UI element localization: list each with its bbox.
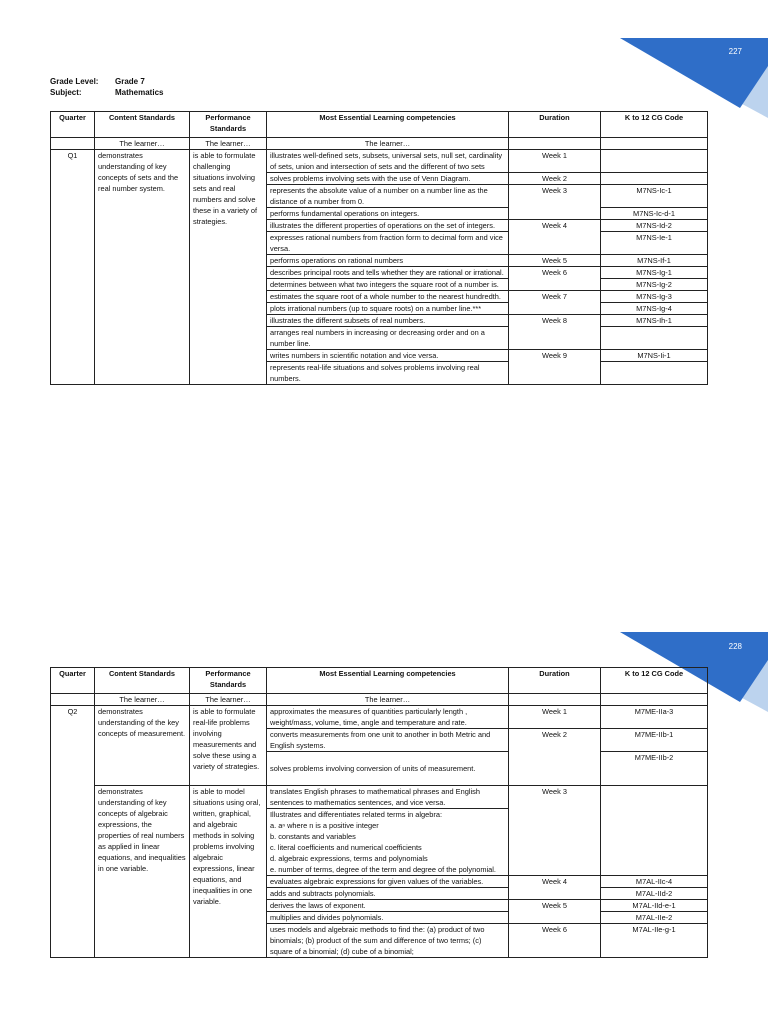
content-standards-title: Content Standards [108,113,176,122]
code-cell: M7AL-IIe-g-1 [601,924,708,958]
quarter-cell: Q1 [51,150,95,385]
duration-cell: Week 7 [509,291,601,315]
performance-standards-header [190,112,267,138]
duration-cell: Week 4 [509,220,601,255]
code-cell: M7NS-If-1 [601,255,708,267]
duration-cell: Week 8 [509,315,601,350]
duration-cell: Week 6 [509,924,601,958]
competency-cell: represents the absolute value of a number on a number line as the distance of a number from 0. [267,185,509,208]
performance-standard-cell: is able to formulate real-life problems involving measurements and solve these using a variety of strategies. [190,706,267,786]
duration-header: Duration [509,112,601,138]
competency-line: c. literal coefficients and numerical coefficients [270,843,422,852]
mel-header: Most Essential Learning competencies [267,112,509,138]
competency-cell: adds and subtracts polynomials. [267,888,509,900]
code-cell: M7AL-IId-2 [601,888,708,900]
content-standard-cell: demonstrates understanding of the key concepts of measurement. [95,706,190,786]
code-cell: M7AL-IIe-2 [601,912,708,924]
code-cell: M7AL-IIc-4 [601,876,708,888]
competency-cell: performs fundamental operations on integers. [267,208,509,220]
competency-cell: translates English phrases to mathematical phrases and English sentences to mathematics sentences, and vice versa. [267,786,509,809]
code-cell: M7NS-Ie-1 [601,232,708,255]
grade-level-value: Grade 7 [115,77,145,86]
page-228 [0,560,768,1024]
competency-cell: expresses rational numbers from fraction form to decimal form and vice versa. [267,232,509,255]
document-meta [50,76,163,98]
competency-cell: converts measurements from one unit to another in both Metric and English systems. [267,729,509,752]
duration-header: Duration [509,668,601,694]
competency-cell: illustrates the different properties of operations on the set of integers. [267,220,509,232]
competency-cell: approximates the measures of quantities particularly length , weight/mass, volume, time, angle and temperature and rate. [267,706,509,729]
learner-label: The learner… [267,694,509,706]
code-cell [601,173,708,185]
competency-cell: illustrates well-defined sets, subsets, universal sets, null set, cardinality of sets, union and intersection of sets and the different of two sets [267,150,509,173]
code-cell: M7NS-Ic-1 [601,185,708,208]
table-row [51,150,708,173]
learner-label: The learner… [267,138,509,150]
code-cell: M7NS-Ih-1 [601,315,708,327]
duration-cell: Week 1 [509,706,601,729]
code-cell: M7NS-Id-2 [601,220,708,232]
page-number: 228 [728,642,742,651]
performance-standards-header: Performance Standards [190,668,267,694]
competency-cell: represents real-life situations and solves problems involving real numbers. [267,362,509,385]
code-cell [601,327,708,350]
duration-cell: Week 3 [509,185,601,220]
competency-cell: multiplies and divides polynomials. [267,912,509,924]
subject-label: Subject: [50,88,82,97]
curriculum-table-q1 [50,111,708,385]
code-cell: M7ME-IIb-2 [601,752,708,786]
competency-cell: derives the laws of exponent. [267,900,509,912]
duration-cell: Week 1 [509,150,601,173]
competency-cell: evaluates algebraic expressions for given values of the variables. [267,876,509,888]
learner-row [51,694,708,706]
quarter-header: Quarter [51,112,95,138]
learner-label: The learner… [190,694,267,706]
quarter-cell: Q2 [51,706,95,958]
code-header: K to 12 CG Code [601,668,708,694]
competency-cell: determines between what two integers the square root of a number is. [267,279,509,291]
duration-cell: Week 6 [509,267,601,291]
quarter-header: Quarter [51,668,95,694]
mel-header: Most Essential Learning competencies [267,668,509,694]
code-cell: M7ME-IIa-3 [601,706,708,729]
code-cell: M7NS-Ig-3 [601,291,708,303]
performance-standards-title: Performance Standards [205,113,251,133]
competency-cell: solves problems involving sets with the use of Venn Diagram. [267,173,509,185]
code-cell [601,150,708,173]
competency-cell: plots irrational numbers (up to square roots) on a number line.*** [267,303,509,315]
competency-cell: estimates the square root of a whole number to the nearest hundredth. [267,291,509,303]
duration-cell: Week 4 [509,876,601,900]
subject-value: Mathematics [115,88,164,97]
page-number: 227 [728,47,742,56]
performance-standard-cell: is able to formulate challenging situations involving sets and real numbers and solve these in a variety of strategies. [190,150,267,385]
competency-cell: solves problems involving conversion of units of measurement. [267,752,509,786]
code-cell: M7NS-Ig-2 [601,279,708,291]
duration-cell: Week 5 [509,255,601,267]
learner-row [51,138,708,150]
content-standards-header: Content Standards [95,668,190,694]
code-cell: M7ME-IIb-1 [601,729,708,752]
code-header: K to 12 CG Code [601,112,708,138]
competency-cell: describes principal roots and tells whether they are rational or irrational. [267,267,509,279]
competency-cell: performs operations on rational numbers [267,255,509,267]
competency-line: a. aⁿ where n is a positive integer [270,821,379,830]
duration-cell: Week 3 [509,786,601,876]
code-cell: M7AL-IId-e-1 [601,900,708,912]
content-standard-cell: demonstrates understanding of key concepts of algebraic expressions, the properties of real numbers as applied in linear equations, and inequalities in one variable. [95,786,190,958]
competency-cell: writes numbers in scientific notation and vice versa. [267,350,509,362]
code-cell: M7NS-Ii-1 [601,350,708,362]
competency-line: d. algebraic expressions, terms and polynomials [270,854,428,863]
competency-cell: arranges real numbers in increasing or decreasing order and on a number line. [267,327,509,350]
learner-label: The learner… [190,138,267,150]
code-cell: M7NS-Ic-d-1 [601,208,708,220]
competency-cell: illustrates the different subsets of real numbers. [267,315,509,327]
competency-line: Illustrates and differentiates related terms in algebra: [270,810,442,819]
curriculum-table-q2 [50,667,708,958]
code-cell [601,362,708,385]
learner-label: The learner… [95,694,190,706]
content-standards-header [95,112,190,138]
duration-cell: Week 2 [509,173,601,185]
grade-level-label: Grade Level: [50,77,99,86]
competency-line: e. number of terms, degree of the term and degree of the polynomial. [270,865,496,874]
competency-cell [267,809,509,876]
header-row [51,112,708,138]
duration-cell: Week 5 [509,900,601,924]
code-cell: M7NS-Ig-1 [601,267,708,279]
competency-line: b. constants and variables [270,832,356,841]
code-cell: M7NS-Ig-4 [601,303,708,315]
corner-decoration [620,38,768,118]
duration-cell: Week 9 [509,350,601,385]
content-standard-cell: demonstrates understanding of key concepts of sets and the real number system. [95,150,190,385]
performance-standard-cell: is able to model situations using oral, written, graphical, and algebraic methods in solving problems involving algebraic expressions, linear equations, and inequalities in one variable. [190,786,267,958]
header-row [51,668,708,694]
table-row [51,706,708,729]
code-cell [601,786,708,876]
table-row [51,786,708,809]
competency-cell: uses models and algebraic methods to find the: (a) product of two binomials; (b) product of the sum and difference of two terms; (c) square of a binomial; (d) cube of a binomial; [267,924,509,958]
learner-label: The learner… [95,138,190,150]
duration-cell: Week 2 [509,729,601,786]
